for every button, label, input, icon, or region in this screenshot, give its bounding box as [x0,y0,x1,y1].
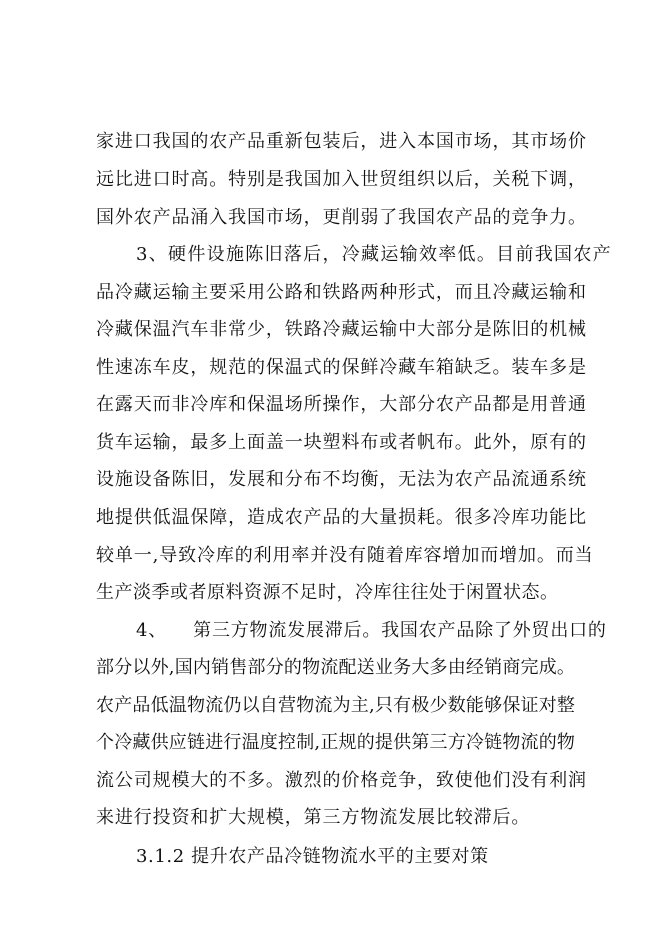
text-line: 远比进口时高。特别是我国加入世贸组织以后，关税下调， [96,169,587,190]
text-line: 设施设备陈旧，发展和分布不均衡，无法为农产品流通系统 [96,469,587,490]
text-line: 品冷藏运输主要采用公路和铁路两种形式，而且冷藏运输和 [96,282,587,303]
text-line: 在露天而非冷库和保温场所操作，大部分农产品都是用普通 [96,394,587,415]
text-line: 较单一,导致冷库的利用率并没有随着库容增加而增加。而当 [96,545,594,566]
text-line: 4、 第三方物流发展滞后。我国农产品除了外贸出口的 [136,620,607,641]
text-line: 来进行投资和扩大规模，第三方物流发展比较滞后。 [96,807,531,828]
section-heading: 3.1.2 提升农产品冷链物流水平的主要对策 [136,846,489,867]
text-line: 地提供低温保障，造成农产品的大量损耗。很多冷库功能比 [96,507,587,528]
text-line: 货车运输，最多上面盖一块塑料布或者帆布。此外，原有的 [96,432,587,453]
text-line: 冷藏保温汽车非常少，铁路冷藏运输中大部分是陈旧的机械 [96,319,587,340]
text-line: 个冷藏供应链进行温度控制,正规的提供第三方冷链物流的物 [96,732,576,753]
text-line: 3、硬件设施陈旧落后，冷藏运输效率低。目前我国农产 [136,244,612,265]
text-line: 部分以外,国内销售部分的物流配送业务大多由经销商完成。 [96,657,576,678]
text-line: 性速冻车皮，规范的保温式的保鲜冷藏车箱缺乏。装车多是 [96,357,587,378]
text-line: 流公司规模大的不多。激烈的价格竞争，致使他们没有利润 [96,770,587,791]
text-line: 家进口我国的农产品重新包装后，进入本国市场，其市场价 [96,131,587,152]
text-line: 农产品低温物流仍以自营物流为主,只有极少数能够保证对整 [96,695,576,716]
text-line: 生产淡季或者原料资源不足时，冷库往往处于闲置状态。 [96,582,559,603]
text-line: 国外农产品涌入我国市场，更削弱了我国农产品的竞争力。 [96,207,587,228]
